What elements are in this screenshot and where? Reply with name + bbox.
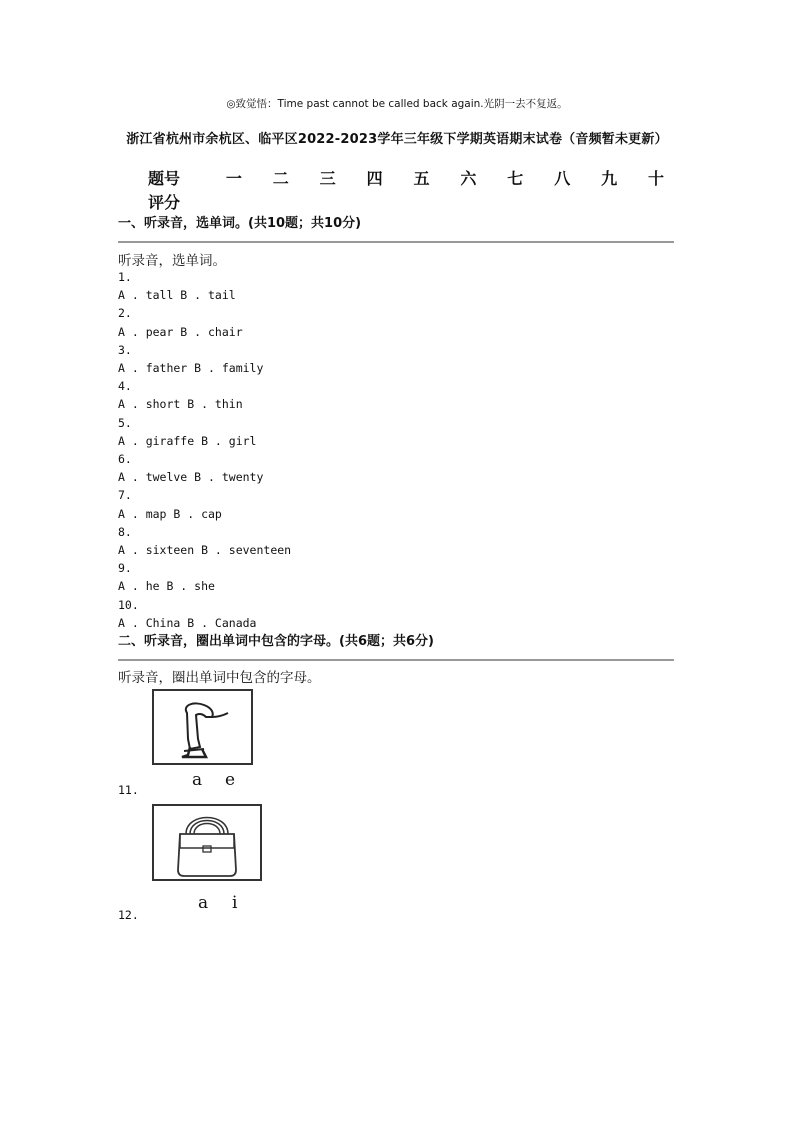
score-table-row-numbers (148, 166, 668, 189)
question-number: 8. (118, 524, 132, 539)
score-label-row2: 评分 (148, 193, 181, 212)
section-divider (118, 659, 674, 661)
question-number: 6. (118, 452, 132, 467)
score-num: 一 (225, 169, 242, 188)
question-number: 7. (118, 488, 132, 503)
score-num: 六 (460, 169, 477, 188)
section1-heading: 一、听录音，选单词。(共10题；共10分) (118, 216, 362, 231)
score-num: 五 (413, 169, 430, 188)
letter-option[interactable]: a (198, 893, 209, 913)
question-list (118, 268, 291, 632)
question-options: A . father B . family (118, 361, 264, 376)
bag-picture (152, 804, 262, 881)
score-num: 八 (554, 169, 571, 188)
question-options: A . twelve B . twenty (118, 470, 264, 485)
question-options: A . sixteen B . seventeen (118, 543, 292, 558)
bag-icon (154, 806, 260, 879)
question-number: 12. (118, 908, 139, 922)
leg-picture (152, 689, 253, 765)
question-options: A . pear B . chair (118, 324, 243, 339)
page-title: 浙江省杭州市余杭区、临平区2022-2023学年三年级下学期英语期末试卷（音频暂未更新） (126, 132, 668, 147)
section-divider (118, 241, 674, 243)
question-number: 1. (118, 270, 132, 284)
score-num: 二 (272, 169, 289, 188)
score-num: 七 (507, 169, 524, 188)
leg-icon (154, 691, 251, 763)
question-number: 10. (118, 597, 139, 612)
question-number: 3. (118, 342, 132, 357)
score-num: 三 (319, 169, 336, 188)
section1-instruction: 听录音，选单词。 (118, 253, 226, 269)
question-options: A . short B . thin (118, 397, 243, 412)
score-num: 四 (366, 169, 383, 188)
score-num: 十 (648, 169, 665, 188)
question-number: 2. (118, 306, 132, 321)
letter-option[interactable]: i (232, 893, 238, 913)
question-number: 5. (118, 415, 132, 430)
question-options: A . he B . she (118, 579, 215, 594)
question-options: A . map B . cap (118, 506, 222, 521)
question-number: 4. (118, 379, 132, 394)
score-label: 题号 (148, 169, 181, 188)
question-number: 9. (118, 561, 132, 576)
question-options: A . tall B . tail (118, 288, 236, 303)
question-options: A . China B . Canada (118, 615, 257, 630)
section2-instruction: 听录音，圈出单词中包含的字母。 (118, 670, 321, 686)
letter-option[interactable]: a (192, 770, 203, 790)
score-num: 九 (601, 169, 618, 188)
question-options: A . giraffe B . girl (118, 433, 257, 448)
question-number: 11. (118, 783, 139, 797)
letter-option[interactable]: e (225, 770, 236, 790)
section2-heading: 二、听录音，圈出单词中包含的字母。(共6题；共6分) (118, 634, 434, 649)
motto: ◎致觉悟：Time past cannot be called back again.光阴一去不复返。 (226, 98, 568, 110)
